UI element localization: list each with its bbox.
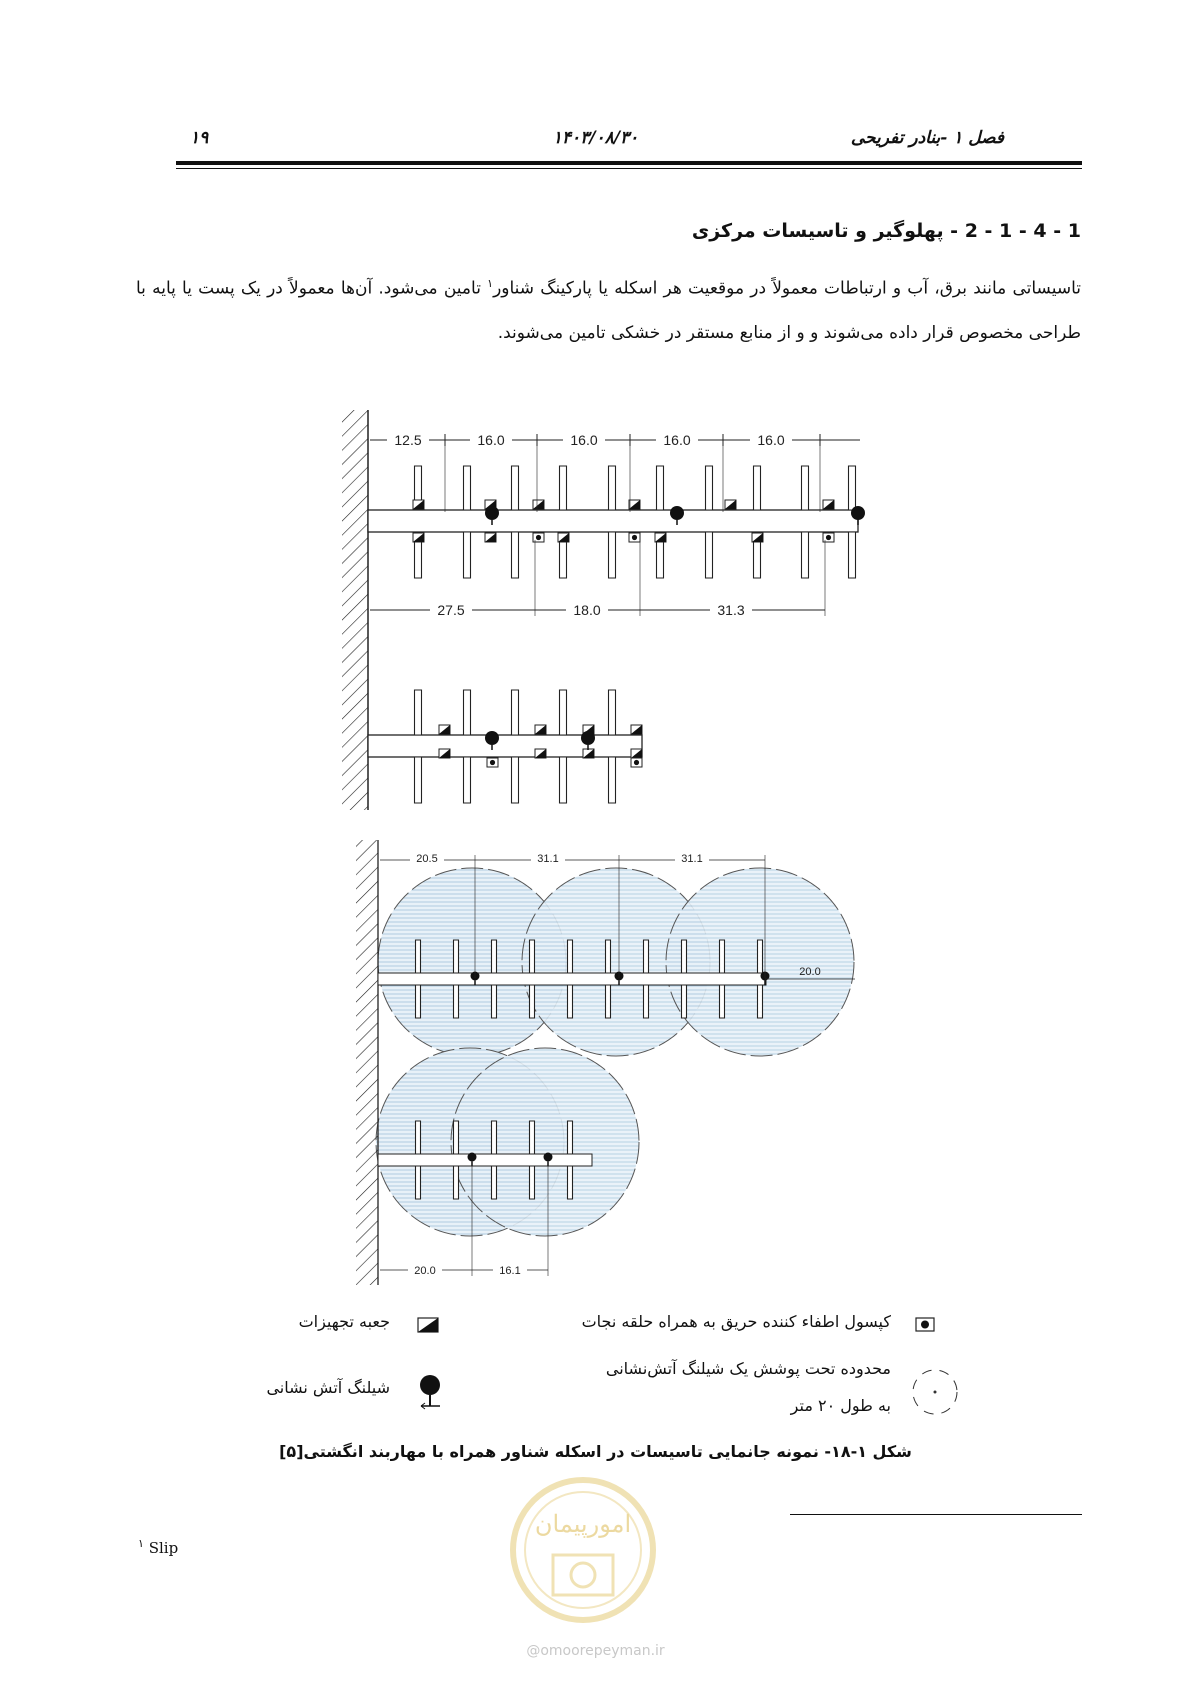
figure-caption: شکل ۱-۱۸- نمونه جانمایی تاسیسات در اسکله شناور همراه با مهاربند انگشتی[۵] bbox=[279, 1442, 912, 1461]
finger-pier bbox=[560, 466, 567, 510]
finger-pier bbox=[530, 1121, 535, 1154]
finger-pier bbox=[720, 940, 725, 973]
finger-pier bbox=[802, 532, 809, 578]
finger-pier bbox=[492, 1121, 497, 1154]
dim-bottom-3: 31.3 bbox=[717, 602, 745, 618]
dim-bot-2: 31.1 bbox=[537, 853, 559, 865]
fire-hose bbox=[581, 731, 595, 745]
finger-pier bbox=[609, 690, 616, 735]
finger-pier bbox=[512, 466, 519, 510]
finger-pier bbox=[454, 1166, 459, 1199]
finger-pier bbox=[568, 1121, 573, 1154]
finger-pier bbox=[682, 940, 687, 973]
finger-pier bbox=[657, 466, 664, 510]
extinguisher-dot bbox=[536, 535, 541, 540]
finger-pier bbox=[609, 757, 616, 803]
paragraph-text-2: تامین می‌شود. آن‌ها معمولاً در یک پست یا پایه با طراحی مخصوص قرار داده می‌شوند و و از منابع مستقر در خشکی تامین می‌شوند. bbox=[136, 278, 1081, 343]
header-date: ۱۴۰۳/۰۸/۳۰ bbox=[552, 128, 639, 148]
dim-bot-3: 31.1 bbox=[681, 853, 703, 865]
finger-pier bbox=[758, 985, 763, 1018]
finger-pier bbox=[464, 690, 471, 735]
extinguisher-dot bbox=[490, 760, 495, 765]
page-number: ۱۹ bbox=[190, 128, 209, 148]
quay-wall-top bbox=[342, 410, 368, 810]
finger-pier bbox=[849, 466, 856, 510]
finger-pier bbox=[464, 757, 471, 803]
finger-pier bbox=[416, 940, 421, 973]
finger-pier bbox=[682, 985, 687, 1018]
finger-pier bbox=[849, 532, 856, 578]
dim-top-3: 16.0 bbox=[570, 432, 598, 448]
dim-top-4: 16.0 bbox=[663, 432, 691, 448]
main-walkway-2 bbox=[368, 735, 642, 757]
finger-pier bbox=[512, 532, 519, 578]
finger-pier bbox=[758, 940, 763, 973]
fire-hose bbox=[544, 1153, 553, 1162]
footnote-text: Slip bbox=[148, 1539, 179, 1557]
finger-pier bbox=[512, 690, 519, 735]
main-walkway-1 bbox=[368, 510, 858, 532]
finger-pier bbox=[568, 940, 573, 973]
extinguisher-dot bbox=[826, 535, 831, 540]
dim-top-5: 16.0 bbox=[757, 432, 785, 448]
finger-pier bbox=[512, 757, 519, 803]
finger-pier bbox=[720, 985, 725, 1018]
finger-pier bbox=[560, 690, 567, 735]
finger-pier bbox=[492, 985, 497, 1018]
footnote-number: ۱ bbox=[138, 1537, 144, 1550]
dim-bottom-1: 27.5 bbox=[437, 602, 465, 618]
radius-label: 20.0 bbox=[799, 966, 821, 978]
chapter-title: فصل ۱ -بنادر تفریحی bbox=[850, 128, 1004, 148]
main-walkway-4 bbox=[378, 1154, 592, 1166]
quay-wall-bottom bbox=[356, 840, 378, 1285]
finger-pier bbox=[568, 985, 573, 1018]
finger-pier bbox=[706, 466, 713, 510]
legend-coverage-label-2: به طول ۲۰ متر bbox=[790, 1396, 891, 1415]
coverage-circles bbox=[376, 868, 854, 1236]
legend-equipment-label: جعبه تجهیزات bbox=[298, 1312, 390, 1331]
fire-hose bbox=[468, 1153, 477, 1162]
finger-pier bbox=[802, 466, 809, 510]
extinguisher-dot bbox=[632, 535, 637, 540]
watermark-logo-text: امورپیمان bbox=[534, 1510, 632, 1538]
finger-pier bbox=[492, 1166, 497, 1199]
footnote bbox=[138, 1537, 178, 1557]
dim-bot-4: 20.0 bbox=[414, 1265, 436, 1277]
finger-pier bbox=[416, 1121, 421, 1154]
paragraph-text-1: تاسیساتی مانند برق، آب و ارتباطات معمولاً در موقعیت هر اسکله یا پارکینگ شناور bbox=[493, 278, 1081, 299]
bottom-diagram bbox=[356, 840, 855, 1285]
fire-hose bbox=[485, 506, 499, 520]
watermark-logo bbox=[508, 1470, 658, 1630]
dim-bottom-2: 18.0 bbox=[573, 602, 601, 618]
legend-extinguisher-label: کپسول اطفاء کننده حریق به همراه حلقه نجات bbox=[581, 1312, 891, 1331]
finger-pier bbox=[754, 466, 761, 510]
legend-coverage-label-1: محدوده تحت پوشش یک شیلنگ آتش‌نشانی bbox=[605, 1359, 891, 1378]
finger-pier bbox=[416, 985, 421, 1018]
finger-pier bbox=[644, 985, 649, 1018]
finger-pier bbox=[606, 985, 611, 1018]
dim-bot-1: 20.5 bbox=[416, 853, 438, 865]
fire-hose bbox=[485, 731, 499, 745]
finger-pier bbox=[644, 940, 649, 973]
finger-pier bbox=[609, 466, 616, 510]
finger-pier bbox=[454, 940, 459, 973]
finger-pier bbox=[606, 940, 611, 973]
extinguisher-dot bbox=[634, 760, 639, 765]
finger-pier bbox=[454, 985, 459, 1018]
finger-pier bbox=[530, 940, 535, 973]
finger-pier bbox=[706, 532, 713, 578]
finger-pier bbox=[560, 757, 567, 803]
finger-pier bbox=[609, 532, 616, 578]
top-diagram bbox=[342, 410, 865, 810]
section-heading: 1 - 4 - 1 - 2 - پهلوگیر و تاسیسات مرکزی bbox=[691, 220, 1081, 242]
legend-fire-hose-label: شیلنگ آتش نشانی bbox=[266, 1378, 390, 1397]
finger-pier bbox=[530, 985, 535, 1018]
footnote-reference: ۱ bbox=[487, 277, 494, 290]
dim-top-2: 16.0 bbox=[477, 432, 505, 448]
footnote-rule bbox=[790, 1514, 1082, 1515]
finger-pier bbox=[415, 690, 422, 735]
fire-hose bbox=[670, 506, 684, 520]
finger-pier bbox=[464, 466, 471, 510]
finger-pier bbox=[568, 1166, 573, 1199]
finger-pier bbox=[416, 1166, 421, 1199]
finger-pier bbox=[415, 757, 422, 803]
main-walkway-3 bbox=[378, 973, 766, 985]
finger-pier bbox=[464, 532, 471, 578]
watermark-text: @omoorepeyman.ir bbox=[526, 1643, 665, 1659]
dim-bot-5: 16.1 bbox=[499, 1265, 521, 1277]
dim-top-1: 12.5 bbox=[394, 432, 422, 448]
finger-pier bbox=[530, 1166, 535, 1199]
fire-hose-symbol bbox=[420, 1375, 440, 1409]
finger-pier bbox=[492, 940, 497, 973]
coverage-circle bbox=[451, 1048, 639, 1236]
finger-pier bbox=[454, 1121, 459, 1154]
fire-hose bbox=[851, 506, 865, 520]
